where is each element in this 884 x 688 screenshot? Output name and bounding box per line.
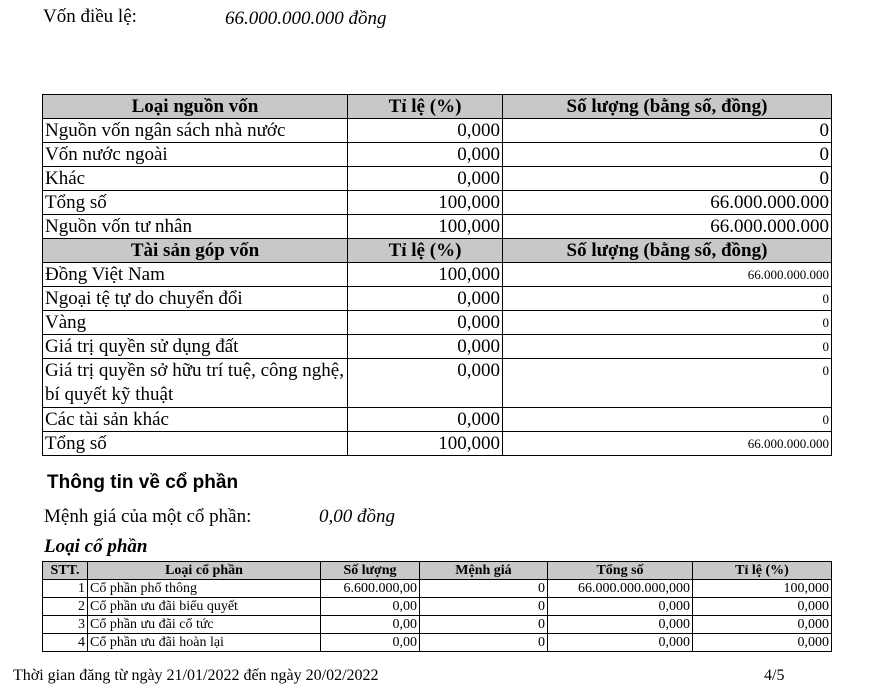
header-quantity: Số lượng [321,562,420,580]
asset-name: Đồng Việt Nam [43,263,348,287]
asset-amount: 0 [503,287,832,311]
asset-ratio: 0,000 [348,335,503,359]
share-quantity: 6.600.000,00 [321,580,420,598]
charter-capital-label: Vốn điều lệ: [43,6,137,27]
table-row [43,311,832,335]
table-row [43,119,832,143]
table-row [43,143,832,167]
asset-amount: 0 [503,311,832,335]
share-par: 0 [420,616,548,634]
share-types-header-row [43,562,832,580]
share-ratio: 0,000 [693,616,832,634]
header-par: Mệnh giá [420,562,548,580]
source-amount: 66.000.000.000 [503,191,832,215]
share-total: 0,000 [548,634,693,652]
table-row [43,335,832,359]
share-total: 66.000.000.000,000 [548,580,693,598]
asset-name: Vàng [43,311,348,335]
share-no: 1 [43,580,88,598]
table-row [43,616,832,634]
source-name: Nguồn vốn tư nhân [43,215,348,239]
source-amount: 0 [503,167,832,191]
share-quantity: 0,00 [321,616,420,634]
asset-ratio: 100,000 [348,263,503,287]
table-row [43,215,832,239]
asset-name: Tổng số [43,432,348,456]
asset-amount: 66.000.000.000 [503,432,832,456]
share-par: 0 [420,598,548,616]
share-type: Cổ phần ưu đãi hoàn lại [88,634,321,652]
share-par: 0 [420,634,548,652]
contributed-assets-header-row [43,239,832,263]
asset-ratio: 0,000 [348,311,503,335]
share-total: 0,000 [548,598,693,616]
asset-amount: 0 [503,335,832,359]
asset-name: Các tài sản khác [43,408,348,432]
page-number: 4/5 [764,667,785,684]
source-ratio: 100,000 [348,215,503,239]
capital-table [42,94,832,456]
asset-amount: 0 [503,359,832,408]
header-ratio: Tỉ lệ (%) [348,239,503,263]
table-row [43,408,832,432]
share-total: 0,000 [548,616,693,634]
share-type: Cổ phần phổ thông [88,580,321,598]
source-amount: 0 [503,119,832,143]
share-ratio: 100,000 [693,580,832,598]
source-ratio: 100,000 [348,191,503,215]
share-type: Cổ phần ưu đãi biểu quyết [88,598,321,616]
asset-name: Giá trị quyền sở hữu trí tuệ, công nghệ, bí quyết kỹ thuật [43,359,348,408]
asset-amount: 66.000.000.000 [503,263,832,287]
share-ratio: 0,000 [693,598,832,616]
source-name: Vốn nước ngoài [43,143,348,167]
source-amount: 0 [503,143,832,167]
asset-name: Giá trị quyền sử dụng đất [43,335,348,359]
table-row [43,580,832,598]
source-ratio: 0,000 [348,119,503,143]
header-total: Tổng số [548,562,693,580]
share-type: Cổ phần ưu đãi cổ tức [88,616,321,634]
share-par: 0 [420,580,548,598]
asset-name: Ngoại tệ tự do chuyển đổi [43,287,348,311]
registration-period: Thời gian đăng từ ngày 21/01/2022 đến ngày 20/02/2022 [13,667,379,684]
share-no: 2 [43,598,88,616]
asset-ratio: 0,000 [348,359,503,408]
capital-sources-header-row [43,95,832,119]
header-ratio: Tỉ lệ (%) [693,562,832,580]
share-quantity: 0,00 [321,634,420,652]
table-row [43,191,832,215]
source-ratio: 0,000 [348,167,503,191]
share-no: 4 [43,634,88,652]
shares-info-title: Thông tin về cổ phần [47,472,239,493]
table-row [43,167,832,191]
source-ratio: 0,000 [348,143,503,167]
header-share-type: Loại cổ phần [88,562,321,580]
header-no: STT. [43,562,88,580]
table-row [43,359,832,408]
asset-ratio: 0,000 [348,287,503,311]
share-types-table [42,561,832,652]
share-no: 3 [43,616,88,634]
asset-ratio: 100,000 [348,432,503,456]
charter-capital-value: 66.000.000.000 đồng [225,8,387,29]
source-amount: 66.000.000.000 [503,215,832,239]
source-name: Khác [43,167,348,191]
table-row [43,432,832,456]
par-value-label: Mệnh giá của một cổ phần: [44,506,252,527]
table-row [43,263,832,287]
share-types-title: Loại cổ phần [44,536,148,557]
par-value: 0,00 đồng [319,506,395,527]
table-row [43,634,832,652]
source-name: Nguồn vốn ngân sách nhà nước [43,119,348,143]
header-ratio: Tỉ lệ (%) [348,95,503,119]
asset-ratio: 0,000 [348,408,503,432]
table-row [43,598,832,616]
source-name: Tổng số [43,191,348,215]
header-asset-type: Tài sản góp vốn [43,239,348,263]
header-source-type: Loại nguồn vốn [43,95,348,119]
table-row [43,287,832,311]
share-quantity: 0,00 [321,598,420,616]
header-amount: Số lượng (bằng số, đồng) [503,95,832,119]
header-amount: Số lượng (bằng số, đồng) [503,239,832,263]
asset-amount: 0 [503,408,832,432]
share-ratio: 0,000 [693,634,832,652]
